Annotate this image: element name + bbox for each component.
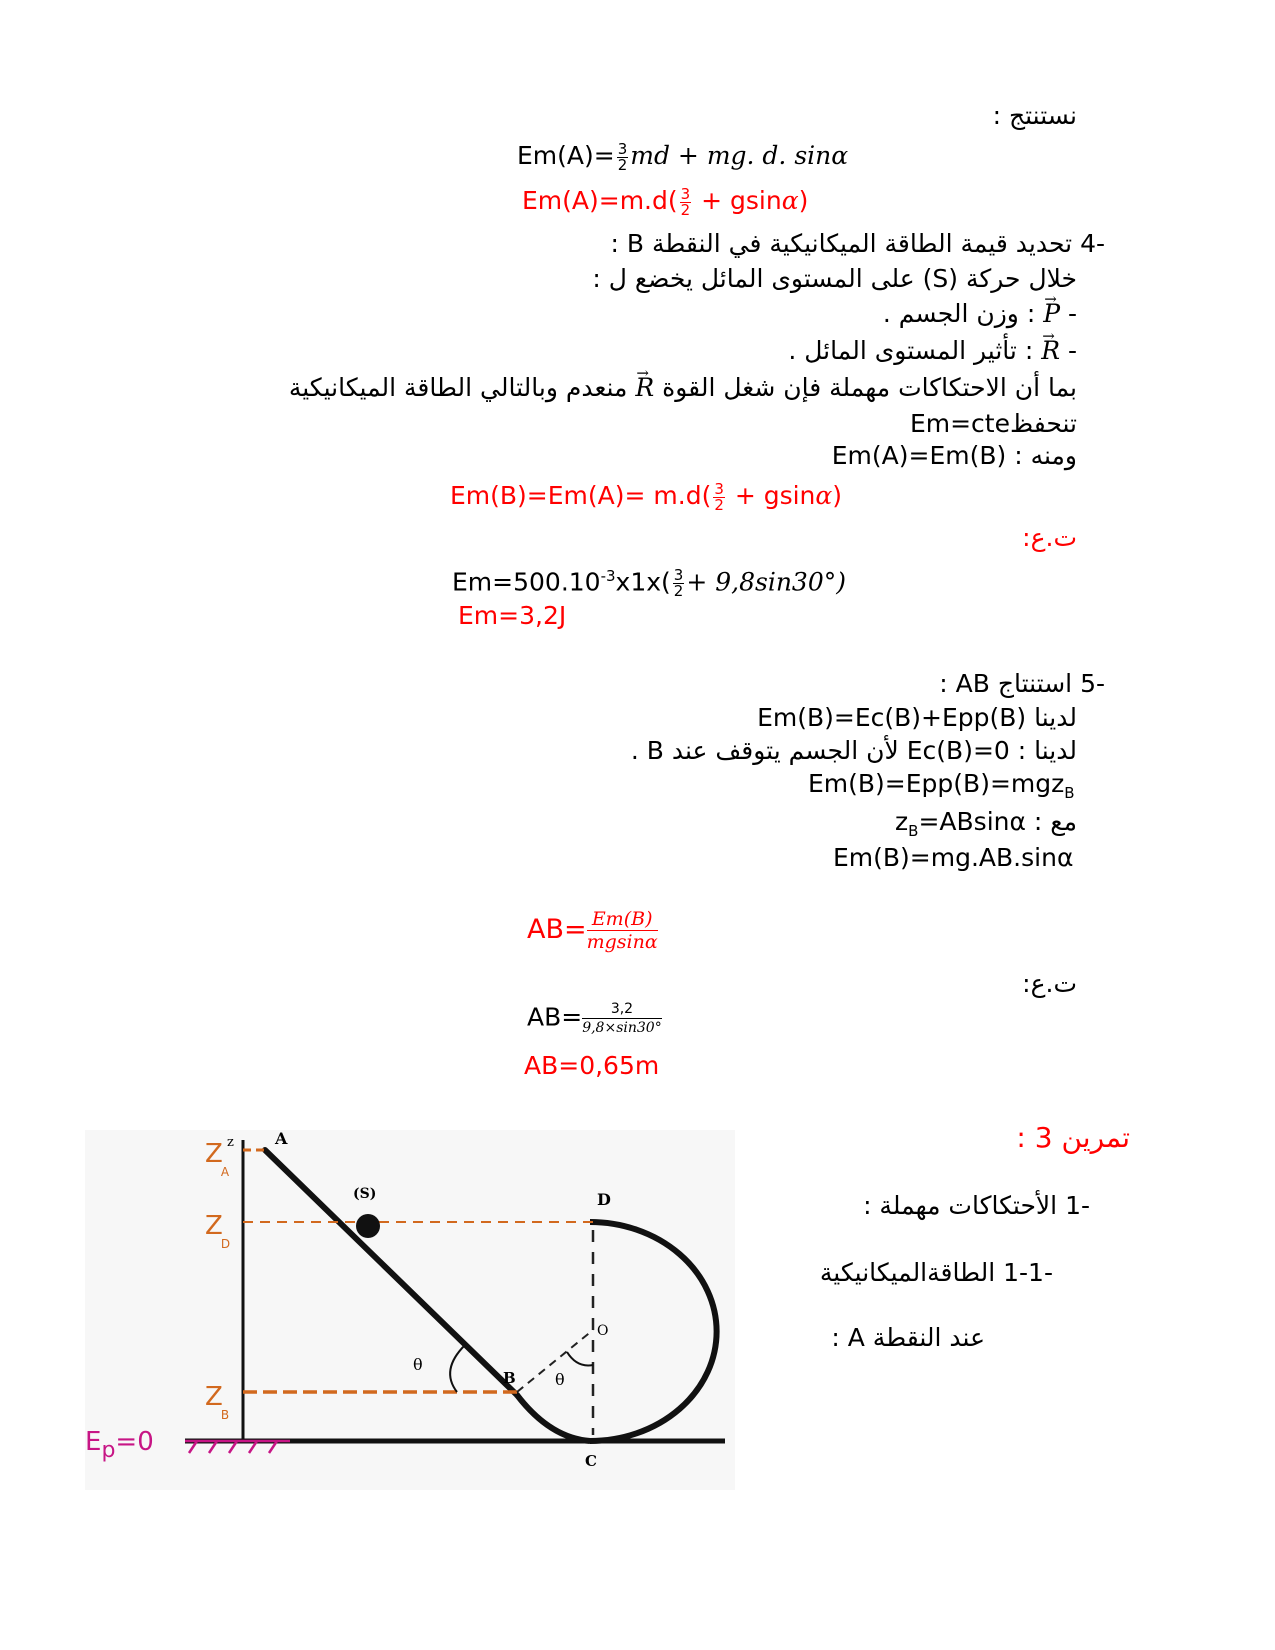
step4-title: -4 تحديد قيمة الطاقة الميكانيكية في النقطة B : <box>610 229 1105 258</box>
vector-r-symbol: → R <box>1041 335 1060 367</box>
label-b: B <box>503 1369 516 1387</box>
step5-line5: Em(B)=mg.AB.sinα <box>833 843 1074 872</box>
work-line2: تنحفظEm=cte <box>909 409 1077 438</box>
step5-line3: Em(B)=Epp(B)=mgz$_B$ <box>808 769 1075 802</box>
exercise-title: تمرين 3 : <box>1016 1121 1130 1154</box>
ab-result: AB=0,65m <box>524 1051 660 1080</box>
hence-line: ومنه : Em(A)=Em(B) <box>831 441 1077 470</box>
vector-p-symbol: → P <box>1043 298 1060 330</box>
step5-title: -5 استنتاج AB : <box>939 669 1105 698</box>
label-s: (S) <box>353 1186 377 1202</box>
label-theta-1: θ <box>413 1355 423 1374</box>
em-a-result: Em(A)=m.d( $\frac{3}{2}$ + gsinα) <box>522 184 809 219</box>
label-a: A <box>275 1130 288 1148</box>
label-theta-2: θ <box>555 1370 565 1389</box>
exercise-figure <box>85 1130 735 1490</box>
ex-item11-b: عند النقطة A : <box>831 1323 985 1352</box>
numeric-application: $Em=500.10^{-3}x1x$( $\frac{3}{2}$ + 9,8sin30°) <box>452 565 846 600</box>
conclude-label: نستنتج : <box>992 101 1077 130</box>
step5-line1: لدينا Em(B)=Ec(B)+Epp(B) <box>757 703 1077 732</box>
em-value: Em=3,2J <box>458 601 567 630</box>
label-o: O <box>597 1323 609 1339</box>
step4-forces-intro: خلال حركة (S) على المستوى المائل يخضع ل : <box>592 264 1077 293</box>
label-c: C <box>585 1452 597 1470</box>
force-r-item: - → R : تأثير المستوى المائل . <box>788 335 1077 367</box>
label-zd: Z D <box>205 1211 231 1251</box>
ab-numeric: AB= $\frac{3,2}{9,8\times\sin 30^\circ}$ <box>527 1001 662 1036</box>
app-label-1: ت.ع: <box>1022 523 1077 552</box>
work-line1: بما أن الاحتكاكات مهملة فإن شغل القوة → R منعدم وبالتالي الطاقة الميكانيكية <box>289 372 1077 404</box>
body-s <box>356 1214 380 1238</box>
ab-formula: AB= $\frac{Em(B)}{mgsin\alpha}$ <box>527 908 658 953</box>
ep-zero-label: $E_p=0$ <box>85 1427 154 1463</box>
step5-line4: مع : $z_B=ABsin\alpha$ <box>895 807 1077 840</box>
em-b-result: Em(B)=Em(A)= m.d( $\frac{3}{2}$ + gsinα) <box>450 479 843 514</box>
label-zb: Z B <box>205 1382 230 1422</box>
label-za: Z A <box>205 1139 230 1179</box>
step5-line2: لدينا : Ec(B)=0 لأن الجسم يتوقف عند B . <box>630 736 1077 765</box>
z-axis-label: z <box>227 1135 234 1150</box>
ex-item11: -1-1 الطاقةالميكانيكية <box>819 1258 1053 1287</box>
label-d: D <box>597 1190 611 1209</box>
ex-item1: -1 الأحتكاكات مهملة : <box>863 1191 1090 1220</box>
em-a-formula: Em(A)= $\frac{3}{2}$ md + mg. d. sinα <box>517 139 849 174</box>
app-label-2: ت.ع: <box>1022 969 1077 998</box>
force-p-item: - → P : وزن الجسم . <box>883 298 1077 330</box>
